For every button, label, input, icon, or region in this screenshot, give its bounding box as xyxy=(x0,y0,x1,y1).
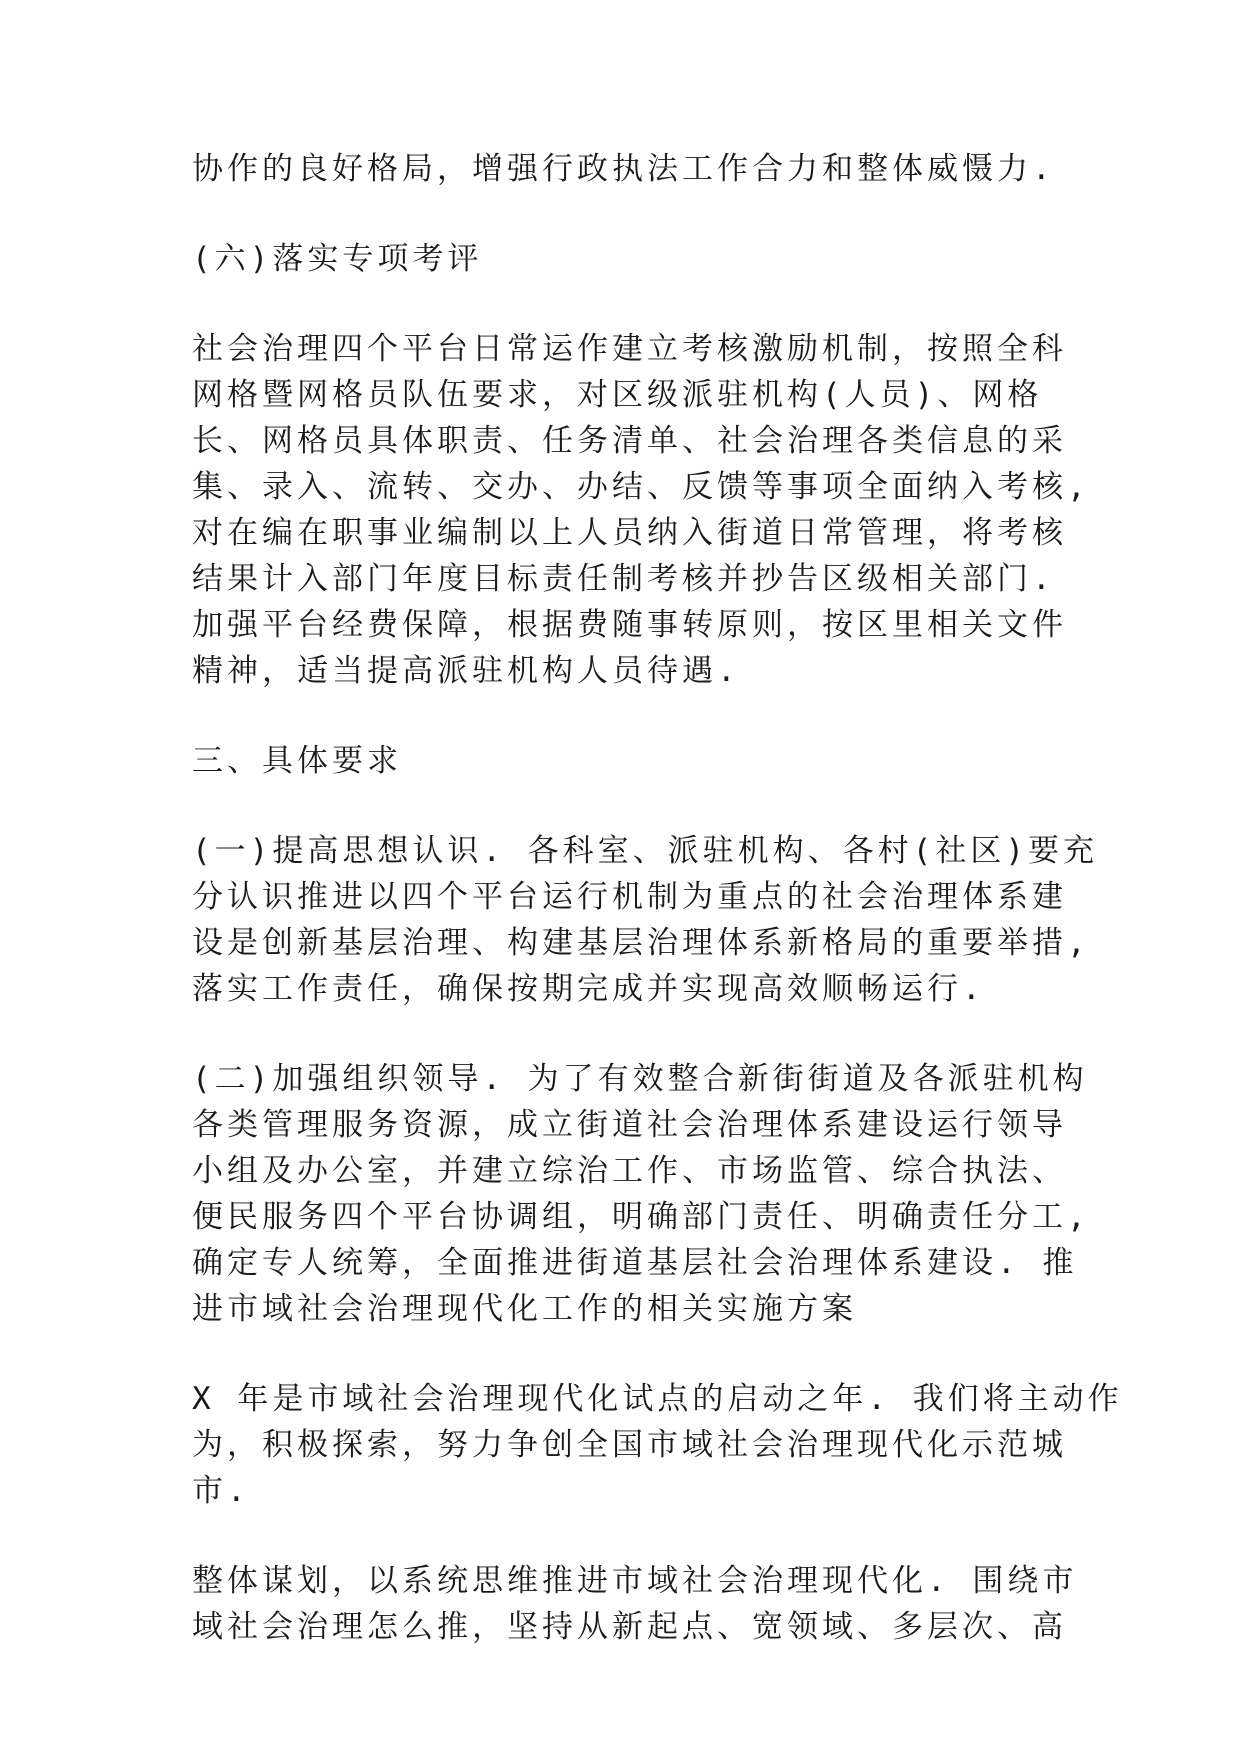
paragraph-p4 xyxy=(192,738,1042,784)
paragraph-p6 xyxy=(192,1056,1090,1332)
paragraph-line: 网格暨网格员队伍要求，对区级派驻机构(人员)、网格 xyxy=(192,377,1043,413)
paragraph-p5 xyxy=(192,828,1098,1012)
paragraph-line: 小组及办公室，并建立综治工作、市场监管、综合执法、 xyxy=(192,1153,1067,1189)
paragraph-line: 结果计入部门年度目标责任制考核并抄告区级相关部门. xyxy=(192,561,1055,597)
paragraph-line: 加强平台经费保障，根据费随事转原则，按区里相关文件 xyxy=(192,607,1067,643)
paragraph-line: 落实工作责任，确保按期完成并实现高效顺畅运行. xyxy=(192,971,985,1007)
paragraph-line: X 年是市域社会治理现代化试点的启动之年. 我们将主动作 xyxy=(192,1381,1123,1417)
paragraph-line: 域社会治理怎么推，坚持从新起点、宽领域、多层次、高 xyxy=(192,1609,1067,1645)
paragraph-line: 长、网格员具体职责、任务清单、社会治理各类信息的采 xyxy=(192,423,1067,459)
paragraph-line: (一)提高思想认识. 各科室、派驻机构、各村(社区)要充 xyxy=(192,833,1098,869)
paragraph-line: 进市域社会治理现代化工作的相关实施方案 xyxy=(192,1291,857,1327)
paragraph-line: 分认识推进以四个平台运行机制为重点的社会治理体系建 xyxy=(192,879,1067,915)
paragraph-line: 便民服务四个平台协调组，明确部门责任、明确责任分工, xyxy=(192,1199,1090,1235)
paragraph-p7 xyxy=(192,1376,1123,1514)
paragraph-line: (六)落实专项考评 xyxy=(192,241,483,277)
paragraph-line: 为，积极探索，努力争创全国市域社会治理现代化示范城 xyxy=(192,1427,1067,1463)
paragraph-line: 社会治理四个平台日常运作建立考核激励机制，按照全科 xyxy=(192,331,1067,367)
paragraph-line: 确定专人统筹，全面推进街道基层社会治理体系建设. 推 xyxy=(192,1245,1078,1281)
paragraph-line: 协作的良好格局，增强行政执法工作合力和整体威慑力. xyxy=(192,151,1055,187)
paragraph-p2 xyxy=(192,236,1042,282)
paragraph-line: 三、具体要求 xyxy=(192,743,402,779)
paragraph-line: 设是创新基层治理、构建基层治理体系新格局的重要举措, xyxy=(192,925,1090,961)
paragraph-line: 精神，适当提高派驻机构人员待遇. xyxy=(192,653,740,689)
paragraph-p8 xyxy=(192,1558,1078,1650)
paragraph-p3 xyxy=(192,326,1090,694)
paragraph-line: 市. xyxy=(192,1473,250,1509)
paragraph-p1 xyxy=(192,146,1055,192)
paragraph-line: 集、录入、流转、交办、办结、反馈等事项全面纳入考核, xyxy=(192,469,1090,505)
document-body xyxy=(192,146,1123,1694)
paragraph-line: (二)加强组织领导. 为了有效整合新街街道及各派驻机构 xyxy=(192,1061,1088,1097)
paragraph-line: 各类管理服务资源，成立街道社会治理体系建设运行领导 xyxy=(192,1107,1067,1143)
paragraph-line: 对在编在职事业编制以上人员纳入街道日常管理，将考核 xyxy=(192,515,1067,551)
paragraph-line: 整体谋划，以系统思维推进市域社会治理现代化. 围绕市 xyxy=(192,1563,1078,1599)
